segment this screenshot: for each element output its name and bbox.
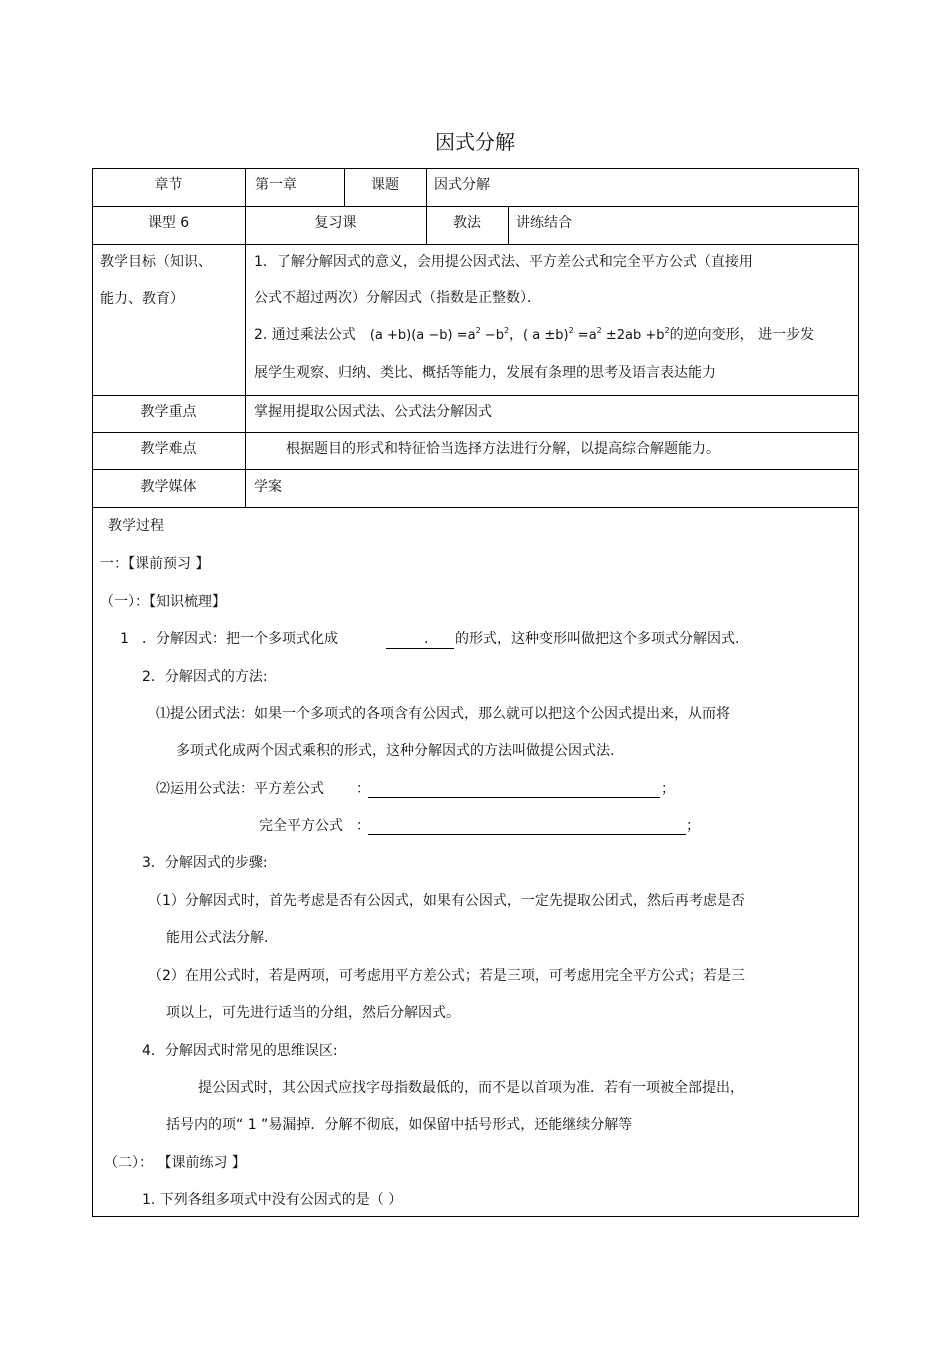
goals-label-line1: 教学目标（知识、 <box>100 254 212 270</box>
colon: ： <box>356 818 370 834</box>
item-2-2-perfect-square-label: 完全平方公式 <box>259 818 343 834</box>
goal-line-4: 展学生观察、归纳、类比、概括等能力，发展有条理的思考及语言表达能力 <box>254 365 716 381</box>
row-divider <box>92 469 859 470</box>
column-divider <box>426 168 427 244</box>
item-3-heading: 3．分解因式的步骤: <box>142 855 268 871</box>
item-1-text-a: ．分解因式：把一个多项式化成 <box>142 631 338 647</box>
subsection-practice-heading: （二）： 【课前练习 】 <box>104 1155 246 1171</box>
key-points-label: 教学重点 <box>140 404 197 420</box>
row-divider <box>92 432 859 433</box>
process-heading: 教学过程 <box>108 518 164 534</box>
item-3-1-line-a: （1）分解因式时，首先考虑是否有公因式，如果有公因式，一定先提取公团式，然后再考虑是否 <box>148 893 745 909</box>
formula-perfect-square: ( $a \pm b)^2 =a^2 \pm 2ab +b^2$ <box>523 326 670 343</box>
row-divider <box>92 244 859 245</box>
answer-blank-difference-of-squares <box>368 797 660 798</box>
column-divider <box>508 206 509 244</box>
item-4-line-b: 括号内的项“ 1 ”易漏掉．分解不彻底，如保留中括号形式，还能继续分解等 <box>166 1117 633 1133</box>
chapter-value: 第一章 <box>255 177 297 193</box>
goal-line-2: 公式不超过两次）分解因式（指数是正整数）． <box>254 290 541 306</box>
goal-line-3-suffix: 的逆向变形， 进一步发 <box>669 327 815 343</box>
item-4-line-a: 提公因式时，其公因式应找字母指数最低的，而不是以首项为准．若有一项被全部提出， <box>198 1080 744 1096</box>
colon: ： <box>356 781 370 797</box>
item-4-heading: 4．分解因式时常见的思维误区: <box>142 1043 338 1059</box>
difficulty-label: 教学难点 <box>140 441 197 457</box>
media-label: 教学媒体 <box>140 479 197 495</box>
row-divider <box>92 395 859 396</box>
item-2-2-label: ⑵运用公式法：平方差公式 <box>156 781 324 797</box>
goal-line-3: 2. 通过乘法公式 $(a +b)(a -b) =a^2 -b^2$，( $a \pm b)^2 =a^2 \pm 2ab +b^2$的逆向变形， 进一步发 <box>254 326 815 343</box>
formula-difference-of-squares: $(a +b)(a -b) =a^2 -b^2$ <box>369 326 510 343</box>
semicolon: ； <box>686 818 700 834</box>
question-1: 1. 下列各组多项式中没有公因式的是（ ） <box>142 1192 403 1208</box>
item-2-1-line-b: 多项式化成两个因式乘积的形式，这种分解因式的方法叫做提公因式法. <box>176 743 615 759</box>
item-3-2-line-a: （2）在用公式时，若是两项，可考虑用平方差公式；若是三项，可考虑用完全平方公式；若是三 <box>148 968 745 984</box>
topic-label: 课题 <box>371 177 399 193</box>
item-2-1-line-a: ⑴提公团式法：如果一个多项式的各项含有公因式，那么就可以把这个公因式提出来，从而将 <box>156 706 730 722</box>
row-divider <box>92 206 859 207</box>
item-2-heading: 2．分解因式的方法: <box>142 669 268 685</box>
item-3-2-line-b: 项以上，可先进行适当的分组，然后分解因式。 <box>166 1005 460 1021</box>
answer-blank-perfect-square <box>368 834 686 835</box>
section-preview-heading: 一：【课前预习 】 <box>100 556 210 572</box>
row-divider <box>92 507 859 508</box>
item-3-1-line-b: 能用公式法分解. <box>166 930 269 946</box>
chapter-label: 章节 <box>154 177 183 193</box>
subsection-knowledge-heading: （一）：【知识梳理】 <box>100 594 226 610</box>
goal-line-1: 1．了解分解因式的意义，会用提公因式法、平方差公式和完全平方公式（直接用 <box>254 254 753 270</box>
media-value: 学案 <box>254 479 282 495</box>
method-label: 教法 <box>453 215 481 231</box>
method-value: 讲练结合 <box>516 215 572 231</box>
topic-value: 因式分解 <box>434 177 490 193</box>
goals-label-line2: 能力、教育） <box>100 291 184 307</box>
blank-dot: . <box>424 631 429 647</box>
lesson-type-label: 课型 6 <box>147 215 190 231</box>
difficulty-value: 根据题目的形式和特征恰当选择方法进行分解，以提高综合解题能力。 <box>286 441 720 457</box>
item-1-text-b: 的形式，这种变形叫做把这个多项式分解因式. <box>455 631 740 647</box>
semicolon: ； <box>661 781 675 797</box>
lesson-type-value: 复习课 <box>314 215 357 231</box>
key-points-value: 掌握用提取公因式法、公式法分解因式 <box>254 404 492 420</box>
goal-line-3-prefix: 2. 通过乘法公式 <box>254 327 356 343</box>
page-title: 因式分解 <box>435 130 515 154</box>
answer-blank-factorization <box>386 648 454 649</box>
item-1-number: 1 <box>120 631 129 647</box>
